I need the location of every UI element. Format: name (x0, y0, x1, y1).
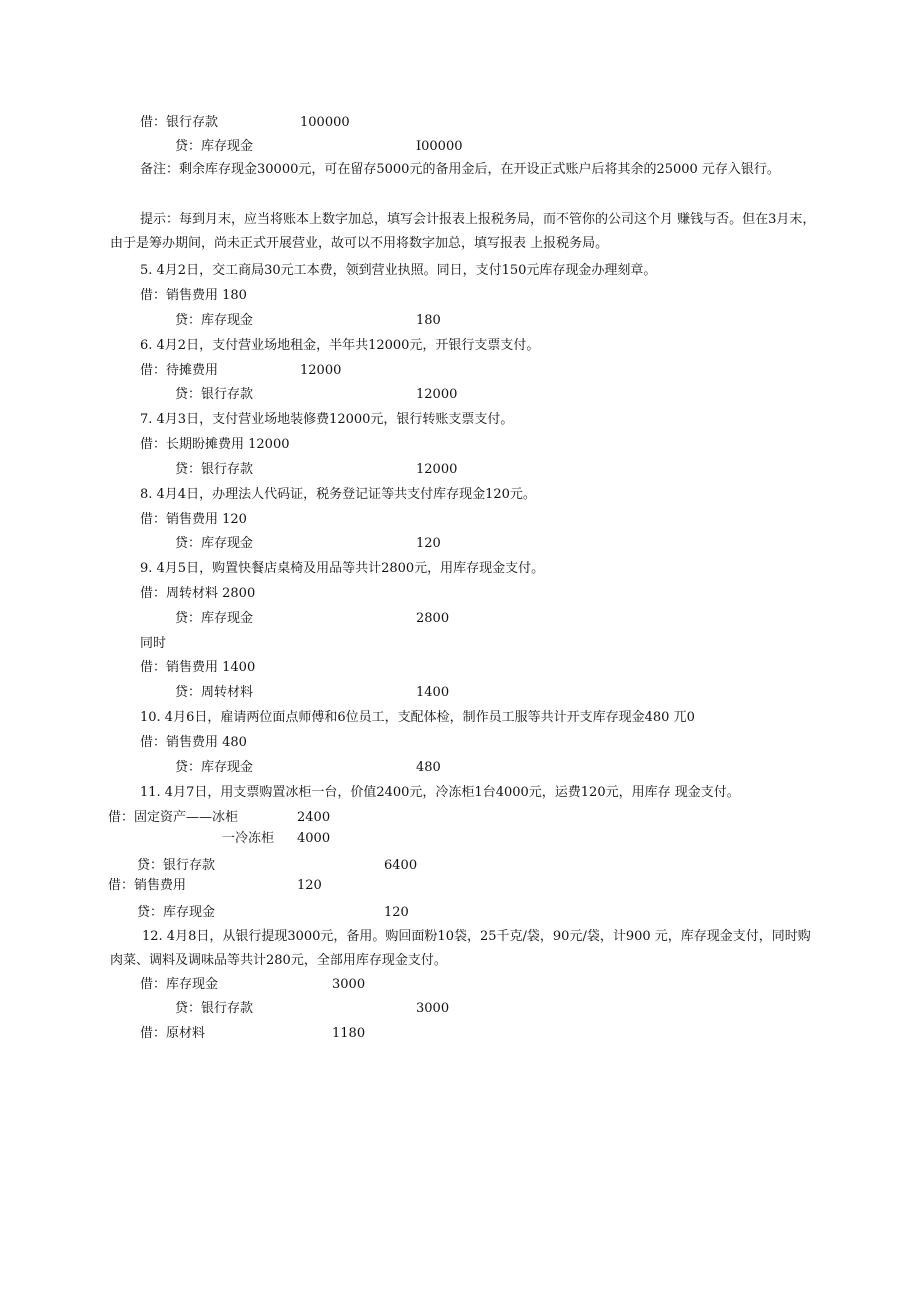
debit-amount: 4000 (297, 831, 331, 846)
note-paragraph: 备注：剩余库存现金30000元，可在留存5000元的备用金后，在开设正式账户后将其余的25000 元存入银行。 (140, 162, 780, 177)
item-5: 5. 4月2日，交工商局30元工本费，领到营业执照。同日，支付150元库存现金办理刻章。 (140, 263, 657, 278)
credit-amount: 3000 (416, 1001, 450, 1016)
debit-amount: 120 (297, 878, 322, 893)
item-9: 9. 4月5日，购置快餐店桌椅及用品等共计2800元，用库存现金支付。 (140, 561, 545, 576)
item-11: 11. 4月7日，用支票购置冰柜一台，价值2400元，冷冻柜1台4000元，运费120元，用库存 现金支付。 (140, 785, 740, 800)
debit-account: 借：销售费用 (108, 878, 187, 893)
debit-line: 借：销售费用 180 (140, 288, 247, 303)
item-12: 12. 4月8日，从银行提现3000元，备用。购回面粉10袋，25千克/袋，90元/袋，计900 元，库存现金支付，同时购肉菜、调料及调味品等共计280元，全部用库存现金支付。 (110, 929, 811, 968)
debit-line: 借：销售费用 1400 (140, 660, 256, 675)
debit-subaccount: 一冷冻柜 (222, 831, 275, 846)
credit-amount: 120 (416, 536, 441, 551)
debit-line: 借：长期盼摊费用 12000 (140, 437, 290, 452)
credit-account: 贷：银行存款 (175, 462, 254, 477)
credit-amount: 480 (416, 760, 441, 775)
item-6: 6. 4月2日，支付营业场地租金，半年共12000元，开银行支票支付。 (140, 338, 540, 353)
credit-amount: 2800 (416, 611, 450, 626)
credit-account: 贷：库存现金 (175, 760, 254, 775)
debit-account: 借：固定资产——冰柜 (108, 810, 239, 825)
credit-account: 贷：库存现金 (175, 611, 254, 626)
credit-account: 贷：库存现金 (137, 905, 216, 920)
item-8: 8. 4月4日，办理法人代码证，税务登记证等共支付库存现金120元。 (140, 487, 536, 502)
credit-account: 贷：银行存款 (175, 387, 254, 402)
credit-amount: 6400 (384, 858, 418, 873)
debit-line: 借：周转材料 2800 (140, 586, 256, 601)
credit-amount: 120 (384, 905, 409, 920)
debit-amount: 3000 (332, 977, 366, 992)
tip-paragraph: 提示：每到月末，应当将账本上数字加总，填写会计报表上报税务局，而不管你的公司这个月 赚钱与否。但在3月末，由于是筹办期间，尚未正式开展营业，故可以不用将数字加总，填写报表 上报税务局。 (110, 212, 816, 251)
credit-account: 贷：周转材料 (175, 685, 254, 700)
item-7: 7. 4月3日，支付营业场地装修费12000元，银行转账支票支付。 (140, 412, 514, 427)
credit-amount: 1400 (416, 685, 450, 700)
credit-account: 贷：银行存款 (137, 858, 216, 873)
credit-account: 贷：库存现金 (175, 313, 254, 328)
debit-amount: 100000 (300, 115, 350, 130)
credit-account: 贷：库存现金 (175, 139, 254, 154)
simultaneous-label: 同时 (140, 636, 167, 651)
debit-line: 借：销售费用 480 (140, 735, 247, 750)
credit-account: 贷：库存现金 (175, 536, 254, 551)
debit-amount: 1180 (332, 1026, 366, 1041)
credit-account: 贷：银行存款 (175, 1001, 254, 1016)
credit-amount: I00000 (416, 139, 463, 154)
debit-account: 借：待摊费用 (140, 363, 219, 378)
debit-line: 借：销售费用 120 (140, 512, 247, 527)
debit-amount: 2400 (297, 810, 331, 825)
debit-account: 借：原材料 (140, 1026, 206, 1041)
debit-account: 借：银行存款 (140, 115, 219, 130)
credit-amount: 12000 (416, 462, 458, 477)
debit-account: 借：库存现金 (140, 977, 219, 992)
item-10: 10. 4月6日，雇请两位面点师傅和6位员工，支配体检，制作员工服等共计开支库存现金480 兀0 (140, 710, 695, 725)
credit-amount: 180 (416, 313, 441, 328)
debit-amount: 12000 (300, 363, 342, 378)
credit-amount: 12000 (416, 387, 458, 402)
